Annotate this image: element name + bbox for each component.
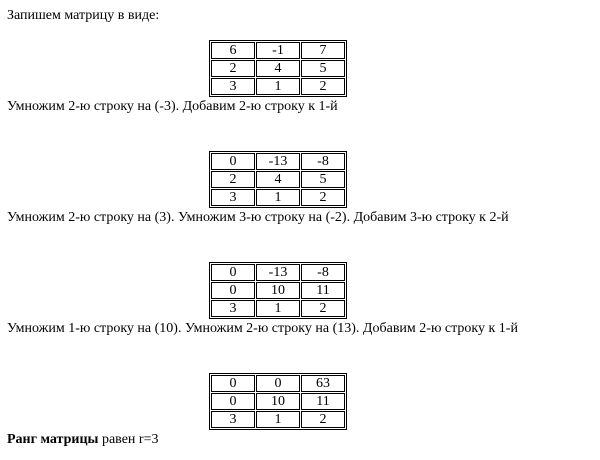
matrix-row <box>211 189 345 206</box>
matrix-cell: 63 <box>301 375 345 392</box>
matrix-cell: 2 <box>301 78 345 95</box>
matrix-cell: 1 <box>256 189 300 206</box>
matrix-cell: 1 <box>256 300 300 317</box>
matrix-row <box>211 153 345 170</box>
matrix-table-step-1 <box>209 151 347 208</box>
matrix-cell: 0 <box>211 393 255 410</box>
matrix-cell: 2 <box>301 300 345 317</box>
matrix-row <box>211 60 345 77</box>
rank-conclusion-value: равен r=3 <box>98 432 159 447</box>
step-description-1: Умножим 2-ю строку на (-3). Добавим 2-ю строку к 1-й <box>7 99 338 114</box>
matrix-cell: 0 <box>211 375 255 392</box>
matrix-cell: 4 <box>256 60 300 77</box>
matrix-cell: -13 <box>256 153 300 170</box>
matrix-cell: 3 <box>211 189 255 206</box>
matrix-row <box>211 42 345 59</box>
matrix-row <box>211 171 345 188</box>
matrix-cell: 0 <box>211 264 255 281</box>
matrix-cell: -1 <box>256 42 300 59</box>
matrix-row <box>211 264 345 281</box>
matrix-cell: 11 <box>301 393 345 410</box>
matrix-cell: 7 <box>301 42 345 59</box>
matrix-cell: 0 <box>211 282 255 299</box>
matrix-row <box>211 375 345 392</box>
rank-conclusion-bold-label: Ранг матрицы <box>7 432 99 447</box>
matrix-cell: -8 <box>301 153 345 170</box>
matrix-cell: 0 <box>211 153 255 170</box>
matrix-row <box>211 300 345 317</box>
matrix-cell: -13 <box>256 264 300 281</box>
step-description-2: Умножим 2-ю строку на (3). Умножим 3-ю строку на (-2). Добавим 3-ю строку к 2-й <box>7 210 509 225</box>
matrix-cell: 11 <box>301 282 345 299</box>
matrix-cell: 5 <box>301 171 345 188</box>
matrix-table-step-2 <box>209 262 347 319</box>
matrix-cell: 1 <box>256 411 300 428</box>
matrix-cell: 1 <box>256 78 300 95</box>
matrix-cell: 3 <box>211 411 255 428</box>
matrix-table-final <box>209 373 347 430</box>
matrix-cell: 2 <box>301 189 345 206</box>
matrix-cell: 10 <box>256 393 300 410</box>
matrix-cell: 0 <box>256 375 300 392</box>
matrix-cell: 5 <box>301 60 345 77</box>
matrix-cell: 2 <box>301 411 345 428</box>
matrix-cell: 2 <box>211 171 255 188</box>
matrix-cell: 2 <box>211 60 255 77</box>
step-description-3: Умножим 1-ю строку на (10). Умножим 2-ю строку на (13). Добавим 2-ю строку к 1-й <box>7 321 518 336</box>
matrix-cell: 4 <box>256 171 300 188</box>
matrix-cell: 3 <box>211 78 255 95</box>
matrix-cell: 3 <box>211 300 255 317</box>
matrix-row <box>211 393 345 410</box>
matrix-cell: -8 <box>301 264 345 281</box>
matrix-cell: 6 <box>211 42 255 59</box>
matrix-row <box>211 78 345 95</box>
matrix-table-initial <box>209 40 347 97</box>
matrix-row <box>211 282 345 299</box>
intro-text: Запишем матрицу в виде: <box>7 8 160 23</box>
rank-conclusion <box>7 432 600 447</box>
matrix-row <box>211 411 345 428</box>
matrix-cell: 10 <box>256 282 300 299</box>
